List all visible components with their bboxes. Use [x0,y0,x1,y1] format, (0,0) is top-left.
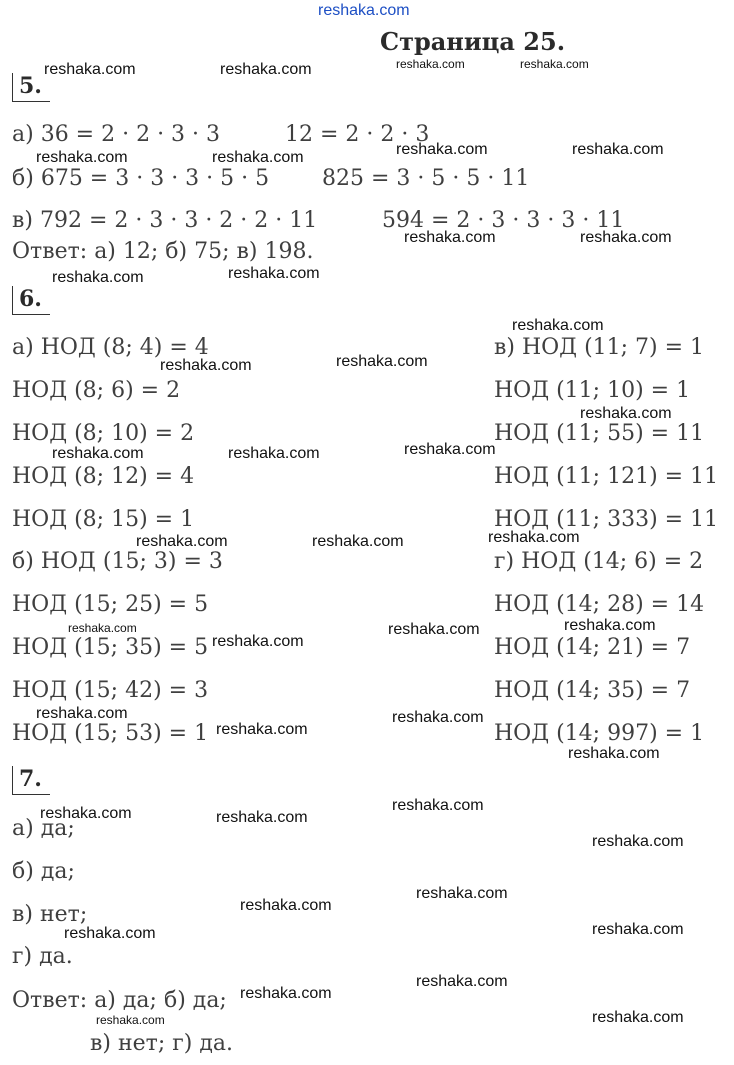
watermark: reshaka.com [68,621,137,635]
watermark: reshaka.com [212,149,304,166]
task-6-left-line: НОД (15; 35) = 5 [12,635,209,660]
watermark: reshaka.com [580,229,672,246]
watermark: reshaka.com [136,533,228,550]
task-6-right-line: в) НОД (11; 7) = 1 [494,335,705,360]
task-6-right-line: НОД (11; 121) = 11 [494,464,719,489]
watermark: reshaka.com [40,805,132,822]
task-6-left-line: НОД (8; 10) = 2 [12,421,195,446]
watermark: reshaka.com [336,353,428,370]
task-6-right-line: НОД (11; 55) = 11 [494,421,705,446]
watermark: reshaka.com [564,617,656,634]
task-7-number: 7. [12,766,50,795]
task-6-right-line: НОД (14; 997) = 1 [494,721,705,746]
task-6-right-line: НОД (11; 10) = 1 [494,378,691,403]
watermark: reshaka.com [416,973,508,990]
watermark: reshaka.com [240,897,332,914]
task-5-line-b-left: б) 675 = 3 · 3 · 3 · 5 · 5 [12,166,270,191]
task-6-left-line: НОД (8; 15) = 1 [12,507,195,532]
watermark: reshaka.com [396,141,488,158]
watermark: reshaka.com [216,721,308,738]
watermark: reshaka.com [228,445,320,462]
watermark: reshaka.com [520,57,589,71]
task-7-answer-cont: в) нет; г) да. [90,1031,233,1056]
watermark: reshaka.com [392,797,484,814]
task-7-line: в) нет; [12,902,88,927]
task-6-right-line: г) НОД (14; 6) = 2 [494,549,704,574]
watermark: reshaka.com [488,529,580,546]
watermark: reshaka.com [388,621,480,638]
watermark: reshaka.com [592,833,684,850]
task-5-answer: Ответ: а) 12; б) 75; в) 198. [12,239,314,264]
watermark: reshaka.com [592,1009,684,1026]
task-6-right-line: НОД (14; 35) = 7 [494,678,691,703]
watermark: reshaka.com [572,141,664,158]
watermark: reshaka.com [416,885,508,902]
watermark: reshaka.com [404,441,496,458]
watermark: reshaka.com [580,405,672,422]
task-5-line-c-right: 594 = 2 · 3 · 3 · 3 · 11 [382,208,625,233]
watermark: reshaka.com [512,317,604,334]
watermark: reshaka.com [36,705,128,722]
task-6-left-line: НОД (8; 6) = 2 [12,378,181,403]
task-6-left-line: а) НОД (8; 4) = 4 [12,335,209,360]
task-6-left-line: НОД (15; 53) = 1 [12,721,209,746]
task-7-line: а) да; [12,816,75,841]
watermark: reshaka.com [36,149,128,166]
watermark: reshaka.com [220,61,312,78]
task-6-right-line: НОД (14; 28) = 14 [494,592,705,617]
task-5-line-c-left: в) 792 = 2 · 3 · 3 · 2 · 2 · 11 [12,208,318,233]
task-6-left-line: НОД (8; 12) = 4 [12,464,195,489]
task-7-line: б) да; [12,859,75,884]
task-6-left-line: НОД (15; 25) = 5 [12,592,209,617]
watermark: reshaka.com [312,533,404,550]
watermark: reshaka.com [216,809,308,826]
watermark: reshaka.com [392,709,484,726]
watermark: reshaka.com [160,357,252,374]
watermark: reshaka.com [44,61,136,78]
watermark: reshaka.com [568,745,660,762]
watermark: reshaka.com [396,57,465,71]
watermark: reshaka.com [64,925,156,942]
task-6-left-line: НОД (15; 42) = 3 [12,678,209,703]
watermark: reshaka.com [52,445,144,462]
page-title: Страница 25. [380,27,566,56]
site-link[interactable]: reshaka.com [318,2,410,19]
task-6-right-line: НОД (11; 333) = 11 [494,507,719,532]
watermark: reshaka.com [240,985,332,1002]
watermark: reshaka.com [404,229,496,246]
task-5-line-a-left: а) 36 = 2 · 2 · 3 · 3 [12,122,221,147]
task-6-left-line: б) НОД (15; 3) = 3 [12,549,223,574]
task-6-number: 6. [12,286,50,315]
task-6-right-line: НОД (14; 21) = 7 [494,635,691,660]
task-5-number: 5. [12,73,50,102]
task-7-answer: Ответ: а) да; б) да; [12,988,227,1013]
task-7-line: г) да. [12,944,73,969]
task-5-line-b-right: 825 = 3 · 5 · 5 · 11 [322,166,530,191]
watermark: reshaka.com [212,633,304,650]
watermark: reshaka.com [52,269,144,286]
watermark: reshaka.com [228,265,320,282]
watermark: reshaka.com [592,921,684,938]
watermark: reshaka.com [96,1013,165,1027]
task-5-line-a-right: 12 = 2 · 2 · 3 [285,122,430,147]
